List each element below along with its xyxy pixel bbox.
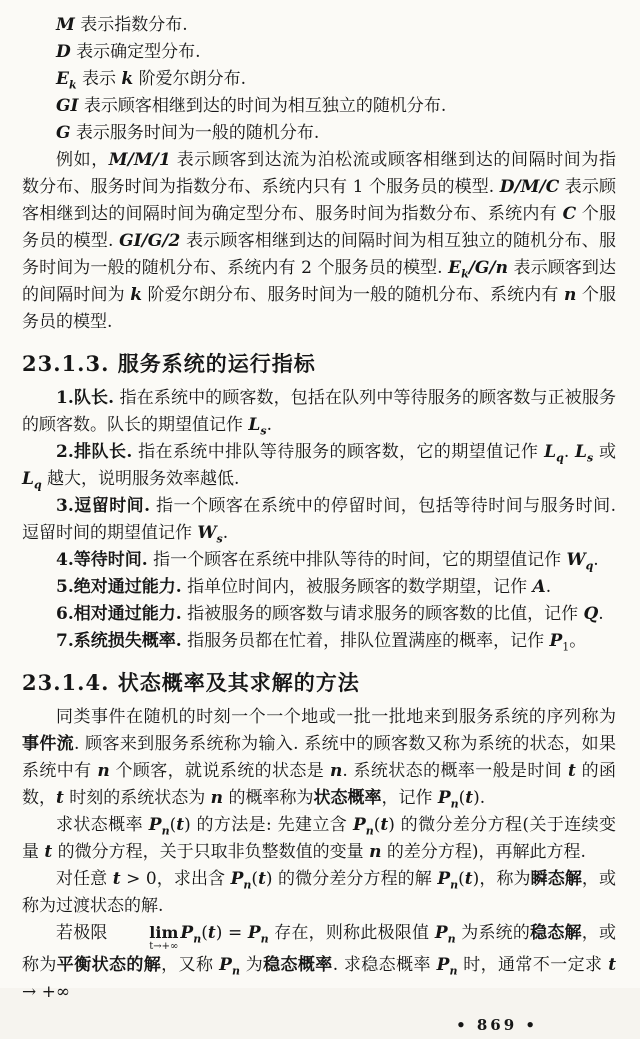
indicator-item-absolute-throughput: 5.绝对通过能力. 指单位时间内，被服务顾客的数学期望，记作 A. <box>56 577 552 597</box>
notation-definitions <box>22 12 616 147</box>
indicator-item-waiting-queue-length: 2.排队长. 指在系统中排队等待服务的顾客数，它的期望值记作 $L_q$. $L_s$ 或 $L_q$ 越大，说明服务效率越低. <box>22 442 616 492</box>
page-number: • 869 • <box>456 1016 538 1034</box>
definition-G: G 表示服务时间为一般的随机分布. <box>56 123 320 143</box>
definition-Ek: $E_k$ 表示 k 阶爱尔朗分布. <box>56 69 246 92</box>
paragraph-solution-method: 求状态概率 $P_n(t)$ 的方法是: 先建立含 $P_n(t)$ 的微分差分方程(关于连续变量 t 的微分方程，关于只取非负整数值的变量 n 的差分方程)，再解此方程. <box>22 815 617 862</box>
paragraph-event-flow: 同类事件在随机的时刻一个一个地或一批一批地来到服务系统的序列称为事件流. 顾客来到服务系统称为输入. 系统中的顾客数又称为系统的状态，如果系统中有 n 个顾客，就说系统的状态是 n. 系统状态的概率一般是时间 t 的函数，t 时刻的系统状态为 n 的概率称为状态概率，记作 $P_n(t)$. <box>22 707 617 811</box>
example-paragraph: 例如，M/M/1 表示顾客到达流为泊松流或顾客相继到达的间隔时间为指数分布、服务时间为指数分布、系统内只有 1 个服务员的模型. D/M/C 表示顾客相继到达的间隔时间为确定型分布、服务时间为指数分布、系统内有 C 个服务员的模型. GI/G/2 表示顾客相继到达的间隔时间为相互独立的随机分布、服务时间为一般的随机分布、系统内有 2 个服务员的模型. $E_k/G/n$ 表示顾客到达的间隔时间为 k 阶爱尔朗分布、服务时间为一般的随机分布、系统内有 n 个服务员的模型. <box>22 150 617 332</box>
definition-D: D 表示确定型分布. <box>56 42 201 62</box>
section-heading-23-1-4: 23.1.4. 状态概率及其求解的方法 <box>22 670 360 695</box>
indicator-item-waiting-time: 4.等待时间. 指一个顾客在系统中排队等待的时间，它的期望值记作 $W_q$. <box>56 550 599 573</box>
indicator-item-queue-length: 1.队长. 指在系统中的顾客数，包括在队列中等待服务的顾客数与正被服务的顾客数。队长的期望值记作 $L_s$. <box>22 388 617 438</box>
indicator-item-relative-throughput: 6.相对通过能力. 指被服务的顾客数与请求服务的顾客数的比值，记作 Q. <box>56 604 604 624</box>
state-probability-section <box>22 704 616 1006</box>
paragraph-transient-solution: 对任意 t > 0，求出含 $P_n(t)$ 的微分差分方程的解 $P_n(t)$，称为瞬态解，或称为过渡状态的解. <box>22 869 617 916</box>
indicator-list <box>22 385 616 655</box>
definition-GI: GI 表示顾客相继到达的时间为相互独立的随机分布. <box>56 96 447 116</box>
definition-M: M 表示指数分布. <box>56 15 188 35</box>
indicator-item-loss-probability: 7.系统损失概率. 指服务员都在忙着，排队位置满座的概率，记作 $P_1$。 <box>56 631 587 654</box>
indicator-item-sojourn-time: 3.逗留时间. 指一个顾客在系统中的停留时间，包括等待时间与服务时间. 逗留时间的期望值记作 $W_s$. <box>22 496 616 546</box>
section-heading-23-1-3: 23.1.3. 服务系统的运行指标 <box>22 351 316 376</box>
paragraph-steady-state: 若极限 lim t→+∞ $P_n(t) = P_n$ 存在，则称此极限值 $P_n$ 为系统的稳态解，或称为平衡状态的解，又称 $P_n$ 为稳态概率. 求稳态概率 $P_n$ 时，通常不一定求 t → +∞ <box>22 923 617 1002</box>
